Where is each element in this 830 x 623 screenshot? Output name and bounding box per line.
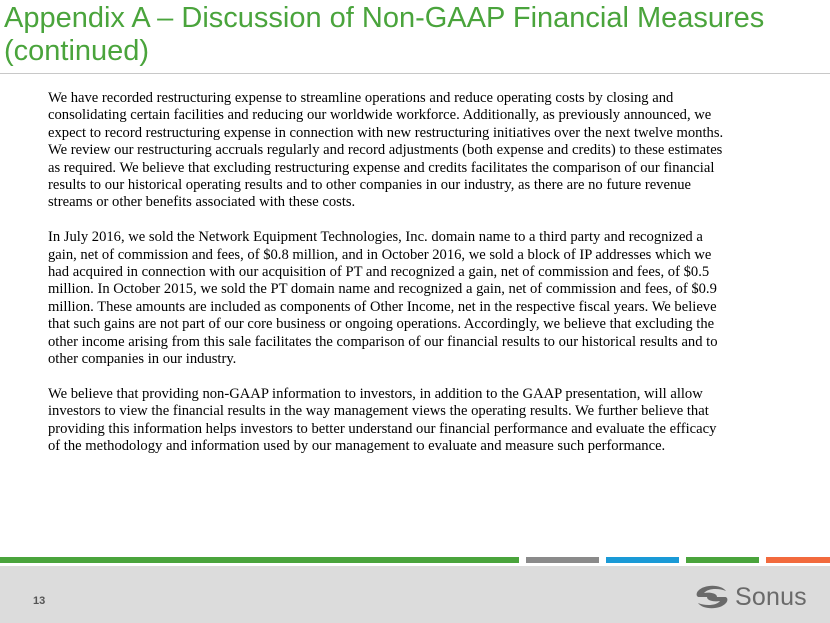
- text-line: We have recorded restructuring expense to streamline operations and reduce operating costs by closing and: [48, 90, 674, 106]
- text-line: as required. We believe that excluding restructuring expense and credits facilitates the comparison of our financial: [48, 159, 715, 176]
- stripe-blue: [606, 557, 679, 563]
- text-line: streams or other benefits associated with these costs.: [48, 194, 356, 211]
- slide-body: [48, 90, 820, 473]
- stripe-orange: [766, 557, 830, 563]
- text-line: providing this information helps investors to better understand our financial performance and evaluate the efficacy: [48, 420, 717, 437]
- stripe-gray: [526, 557, 599, 563]
- paragraph-restructuring: [48, 90, 820, 212]
- text-line: other companies in our industry.: [48, 351, 237, 368]
- slide-title-line-2: (continued): [4, 35, 150, 67]
- text-line: gain, net of commission and fees, of $0.8 million, and in October 2016, we sold a block of IP addresses which we: [48, 246, 712, 263]
- text-line: results to our historical operating results and to other companies in our industry, as there are no future revenue: [48, 177, 692, 194]
- stripe-green-short: [686, 557, 759, 563]
- text-line: consolidating certain facilities and reducing our worldwide workforce. Additionally, as previously announced, we: [48, 107, 712, 124]
- text-line: million. These amounts are included as components of Other Income, net in the respective fiscal years. We believe: [48, 298, 717, 315]
- page-number: 13: [33, 595, 46, 607]
- text-line: other income arising from this sale facilitates the comparison of our financial results to our historical results and to: [48, 333, 718, 350]
- logo-wordmark: Sonus: [735, 582, 807, 611]
- slide-title-line-1: Appendix A – Discussion of Non-GAAP Financial Measures: [4, 2, 765, 34]
- stripe-green: [0, 557, 519, 563]
- paragraph-non-gaap-rationale: [48, 386, 820, 456]
- text-line: that such gains are not part of our core business or ongoing operations. Accordingly, we believe that excluding the: [48, 316, 715, 333]
- paragraph-other-income: [48, 229, 820, 368]
- text-line: million. In October 2015, we sold the PT domain name and recognized a gain, net of commission and fees, of $0.9: [48, 281, 717, 298]
- slide-title: [4, 2, 824, 68]
- sonus-logo: [695, 582, 807, 612]
- sonus-swirl-icon: [695, 585, 729, 609]
- text-line: had acquired in connection with our acquisition of PT and recognized a gain, net of commission and fees, of $0.5: [48, 264, 710, 281]
- text-line: investors to view the financial results in the way management views the operating results. We further believe that: [48, 403, 709, 420]
- text-line: of the methodology and information used by our management to evaluate and measure such performance.: [48, 438, 666, 455]
- text-line: We believe that providing non-GAAP information to investors, in addition to the GAAP presentation, will allow: [48, 385, 703, 402]
- text-line: In July 2016, we sold the Network Equipment Technologies, Inc. domain name to a third party and recognized a: [48, 229, 703, 246]
- title-divider: [0, 73, 830, 74]
- text-line: We review our restructuring accruals regularly and record adjustments (both expense and credits) to these estimates: [48, 142, 723, 159]
- text-line: expect to record restructuring expense in connection with new restructuring initiatives over the next twelve months.: [48, 124, 724, 141]
